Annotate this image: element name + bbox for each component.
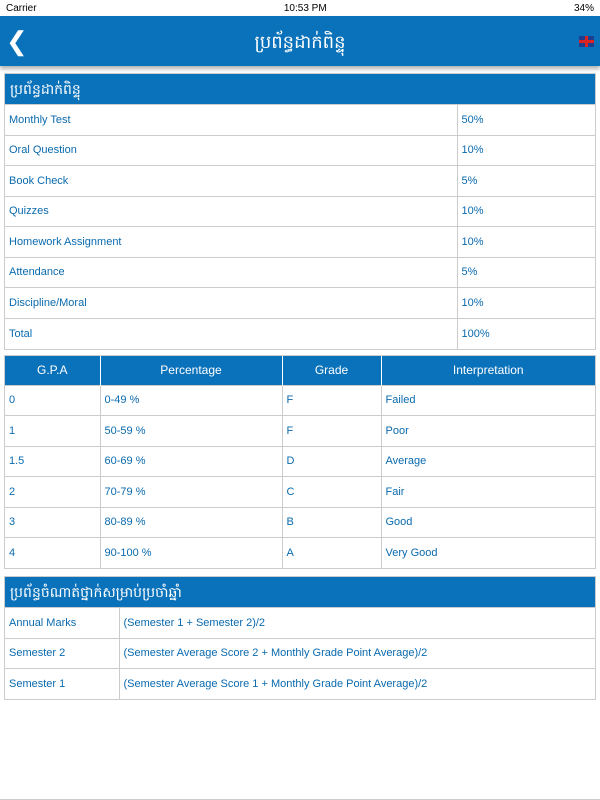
back-chevron-icon[interactable]: ❮ (6, 26, 28, 56)
table-cell: Oral Question (5, 135, 457, 166)
gpa-section (4, 355, 596, 569)
annual-title: ប្រព័ន្ធចំណាត់ថ្នាក់សម្រាប់ប្រចាំឆ្នាំ (5, 577, 595, 607)
table-row (5, 166, 595, 197)
table-cell: 80-89 % (100, 507, 282, 538)
table-cell: 10% (457, 227, 595, 258)
table-row (5, 416, 595, 447)
table-cell: Semester 2 (5, 638, 119, 669)
table-row (5, 318, 595, 349)
table-row (5, 507, 595, 538)
table-cell: Poor (381, 416, 595, 447)
table-cell: F (282, 385, 381, 416)
table-row (5, 608, 595, 639)
table-row (5, 669, 595, 700)
table-row (5, 196, 595, 227)
table-cell: Homework Assignment (5, 227, 457, 258)
weights-section (4, 73, 596, 350)
table-cell: (Semester Average Score 1 + Monthly Grade Point Average)/2 (119, 669, 595, 700)
table-cell: (Semester 1 + Semester 2)/2 (119, 608, 595, 639)
table-cell: 10% (457, 196, 595, 227)
table-cell: Annual Marks (5, 608, 119, 639)
table-cell: C (282, 477, 381, 508)
table-row (5, 538, 595, 569)
table-cell: F (282, 416, 381, 447)
table-row (5, 135, 595, 166)
gpa-header: G.P.A (5, 356, 100, 385)
table-cell: Failed (381, 385, 595, 416)
annual-section (4, 576, 596, 700)
table-row (5, 446, 595, 477)
nav-bar (0, 16, 600, 66)
table-row (5, 638, 595, 669)
table-cell: 50% (457, 105, 595, 136)
table-row (5, 385, 595, 416)
table-cell: 2 (5, 477, 100, 508)
table-cell: 90-100 % (100, 538, 282, 569)
battery: 34% (573, 2, 594, 14)
table-cell: Fair (381, 477, 595, 508)
table-row (5, 288, 595, 319)
table-cell: 0-49 % (100, 385, 282, 416)
table-cell: (Semester Average Score 2 + Monthly Grade Point Average)/2 (119, 638, 595, 669)
table-cell: Monthly Test (5, 105, 457, 136)
table-cell: A (282, 538, 381, 569)
grade-header: Grade (282, 356, 381, 385)
table-cell: D (282, 446, 381, 477)
table-cell: Good (381, 507, 595, 538)
interpretation-header: Interpretation (381, 356, 595, 385)
table-row (5, 227, 595, 258)
carrier: Carrier (6, 2, 37, 14)
table-cell: Discipline/Moral (5, 288, 457, 319)
page-title: ប្រព័ន្ធដាក់ពិន្ទុ (254, 32, 346, 52)
time: 10:53 PM (283, 2, 327, 14)
table-cell: 1.5 (5, 446, 100, 477)
table-cell: 0 (5, 385, 100, 416)
table-cell: 10% (457, 135, 595, 166)
weights-title: ប្រព័ន្ធដាក់ពិន្ទុ (5, 74, 595, 104)
table-row (5, 105, 595, 136)
table-row (5, 477, 595, 508)
table-cell: 5% (457, 166, 595, 197)
table-cell: 10% (457, 288, 595, 319)
table-cell: 60-69 % (100, 446, 282, 477)
table-cell: Semester 1 (5, 669, 119, 700)
table-cell: 1 (5, 416, 100, 447)
table-cell: Book Check (5, 166, 457, 197)
table-cell: 100% (457, 318, 595, 349)
table-cell: 50-59 % (100, 416, 282, 447)
table-cell: 3 (5, 507, 100, 538)
table-cell: 70-79 % (100, 477, 282, 508)
status-bar (0, 0, 600, 16)
uk-flag-language-icon[interactable] (579, 36, 594, 47)
table-cell: Attendance (5, 257, 457, 288)
table-cell: Very Good (381, 538, 595, 569)
table-cell: Quizzes (5, 196, 457, 227)
table-row (5, 257, 595, 288)
table-cell: Average (381, 446, 595, 477)
table-cell: Total (5, 318, 457, 349)
table-cell: B (282, 507, 381, 538)
table-cell: 4 (5, 538, 100, 569)
percentage-header: Percentage (100, 356, 282, 385)
table-cell: 5% (457, 257, 595, 288)
